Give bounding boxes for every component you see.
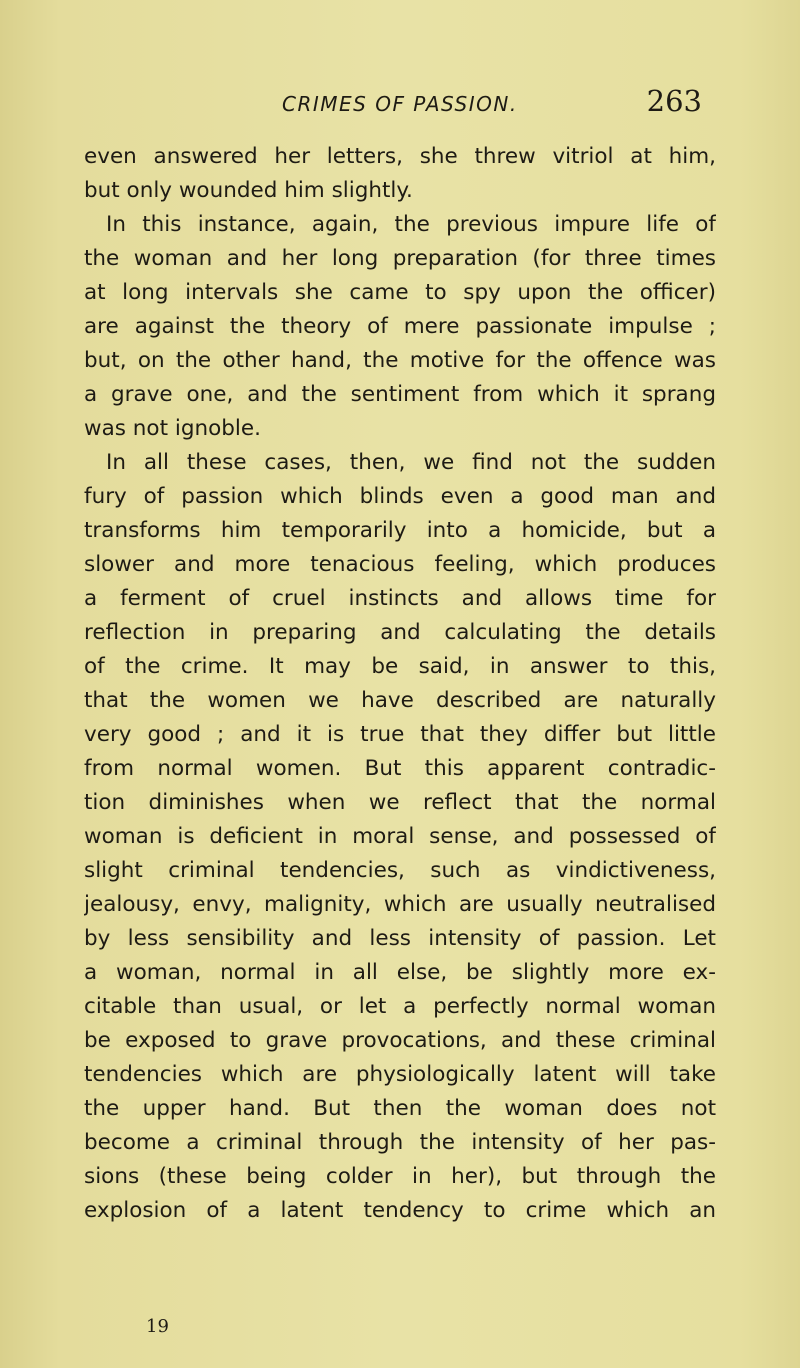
text-line: the upper hand. But then the woman does not (84, 1096, 716, 1121)
text-line: at long intervals she came to spy upon the officer) (84, 280, 716, 305)
text-line: citable than usual, or let a perfectly normal woman (84, 994, 716, 1019)
text-line: transforms him temporarily into a homicide, but a (84, 518, 716, 543)
text-line: tendencies which are physiologically latent will take (84, 1062, 716, 1087)
text-line: a grave one, and the sentiment from which it sprang (84, 382, 716, 407)
text-line: the woman and her long preparation (for three times (84, 246, 716, 271)
text-line: jealousy, envy, malignity, which are usually neutralised (84, 892, 716, 917)
paragraph-start-line: In this instance, again, the previous impure life of (106, 212, 716, 237)
running-head (282, 82, 702, 122)
text-line: a woman, normal in all else, be slightly more ex- (84, 960, 716, 985)
text-line: explosion of a latent tendency to crime which an (84, 1198, 716, 1223)
text-line: slight criminal tendencies, such as vindictiveness, (84, 858, 716, 883)
text-line: but, on the other hand, the motive for the offence was (84, 348, 716, 373)
text-line: was not ignoble. (84, 416, 261, 441)
page-number: 263 (646, 84, 702, 118)
text-line: are against the theory of mere passionate impulse ; (84, 314, 716, 339)
text-line: reflection in preparing and calculating the details (84, 620, 716, 645)
text-line: fury of passion which blinds even a good man and (84, 484, 716, 509)
running-title: CRIMES OF PASSION. (282, 92, 518, 116)
text-line: slower and more tenacious feeling, which produces (84, 552, 716, 577)
text-line: be exposed to grave provocations, and these criminal (84, 1028, 716, 1053)
text-line: very good ; and it is true that they differ but little (84, 722, 716, 747)
text-line: tion diminishes when we reflect that the normal (84, 790, 716, 815)
text-line: by less sensibility and less intensity of passion. Let (84, 926, 716, 951)
signature-mark: 19 (146, 1316, 169, 1337)
text-line: woman is deficient in moral sense, and possessed of (84, 824, 716, 849)
text-line: a ferment of cruel instincts and allows time for (84, 586, 716, 611)
paragraph-start-line: In all these cases, then, we find not the sudden (106, 450, 716, 475)
text-line: become a criminal through the intensity of her pas- (84, 1130, 716, 1155)
text-line: but only wounded him slightly. (84, 178, 413, 203)
text-line: of the crime. It may be said, in answer to this, (84, 654, 716, 679)
text-line: that the women we have described are naturally (84, 688, 716, 713)
text-line: sions (these being colder in her), but through the (84, 1164, 716, 1189)
body-text (84, 140, 716, 1228)
text-line: even answered her letters, she threw vitriol at him, (84, 144, 716, 169)
text-line: from normal women. But this apparent contradic- (84, 756, 716, 781)
